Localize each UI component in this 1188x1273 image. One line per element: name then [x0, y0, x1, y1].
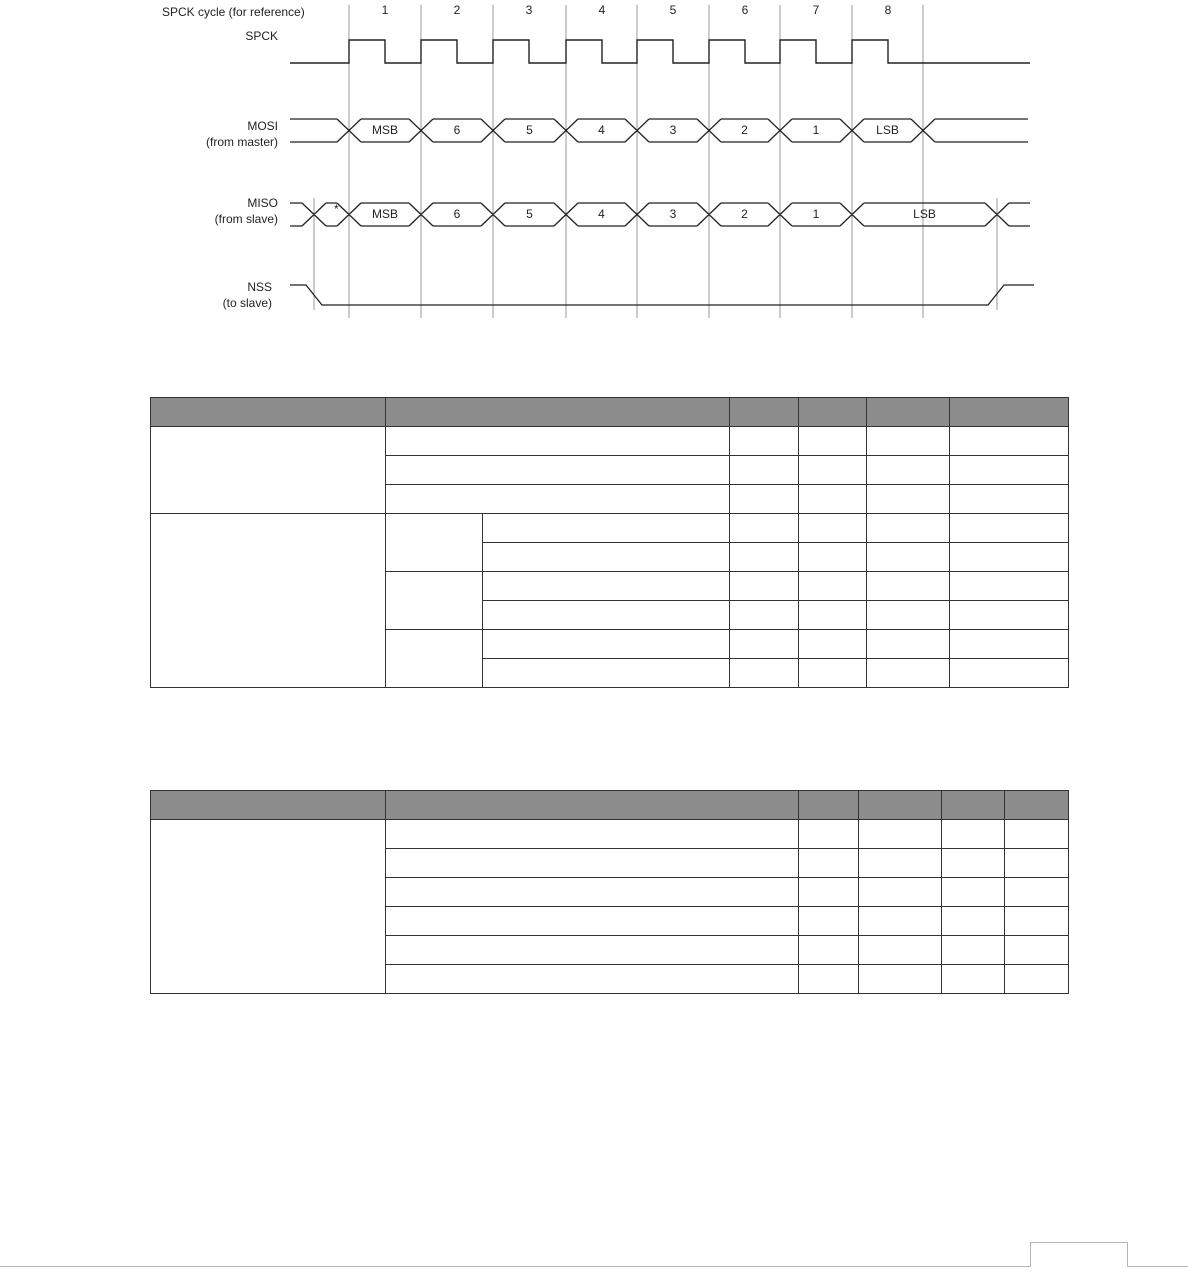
page-number-tab [1030, 1242, 1128, 1267]
value-cell [859, 849, 942, 878]
parameter-cell [483, 514, 730, 543]
value-cell [859, 907, 942, 936]
spck-label: SPCK [245, 29, 278, 43]
value-cell [799, 878, 859, 907]
value-cell [950, 601, 1069, 630]
value-cell [799, 572, 867, 601]
parameter-cell [386, 456, 730, 485]
miso-bit-4: 4 [598, 207, 605, 221]
value-cell [859, 820, 942, 849]
header-cell [859, 791, 942, 820]
value-cell [942, 936, 1005, 965]
value-cell [859, 936, 942, 965]
group-label-cell [151, 820, 386, 994]
mosi-bit-2: 6 [453, 123, 461, 137]
spec-table-2-body [151, 791, 1069, 994]
subgroup-label-cell [386, 630, 483, 688]
value-cell [867, 456, 950, 485]
spck-trace [290, 40, 1030, 63]
header-cell [386, 791, 799, 820]
parameter-cell [386, 907, 799, 936]
miso-label: MISO [247, 196, 278, 210]
value-cell [799, 849, 859, 878]
header-cell [799, 791, 859, 820]
value-cell [730, 543, 799, 572]
parameter-cell [483, 543, 730, 572]
table-row [151, 427, 1069, 456]
mosi-sublabel: (from master) [206, 135, 278, 149]
subgroup-label-cell [386, 572, 483, 630]
value-cell [867, 427, 950, 456]
group-a-label-cell [151, 427, 386, 514]
value-cell [950, 630, 1069, 659]
value-cell [799, 485, 867, 514]
parameter-cell [483, 572, 730, 601]
mosi-label: MOSI [247, 119, 278, 133]
mosi-bit-4: 4 [598, 123, 605, 137]
mosi-bit-7: 1 [812, 123, 820, 137]
value-cell [799, 543, 867, 572]
value-cell [799, 427, 867, 456]
table-row [151, 514, 1069, 543]
value-cell [1005, 936, 1069, 965]
header-cell [151, 791, 386, 820]
value-cell [730, 601, 799, 630]
header-cell [799, 398, 867, 427]
value-cell [867, 601, 950, 630]
miso-bit-5: 3 [669, 207, 677, 221]
mosi-bit-6: 2 [741, 123, 748, 137]
parameter-cell [386, 820, 799, 849]
value-cell [799, 456, 867, 485]
value-cell [867, 659, 950, 688]
miso-sublabel: (from slave) [214, 212, 278, 226]
nss-label: NSS [247, 280, 272, 294]
value-cell [730, 485, 799, 514]
value-cell [942, 965, 1005, 994]
cycle-gridlines [314, 5, 997, 318]
parameter-cell [483, 630, 730, 659]
header-cell [1005, 791, 1069, 820]
table-1-header-row [151, 398, 1069, 427]
group-b-label-cell [151, 514, 386, 688]
miso-bit-1: MSB [371, 207, 399, 221]
value-cell [867, 572, 950, 601]
cycle-number-1: 1 [381, 3, 389, 17]
value-cell [799, 514, 867, 543]
spec-table-1 [150, 397, 1069, 688]
mosi-bit-8: LSB [876, 123, 899, 137]
value-cell [950, 659, 1069, 688]
value-cell [799, 601, 867, 630]
value-cell [730, 427, 799, 456]
cycle-number-5: 5 [669, 3, 677, 17]
cycle-number-6: 6 [741, 3, 749, 17]
parameter-cell [483, 659, 730, 688]
header-cell [867, 398, 950, 427]
value-cell [950, 456, 1069, 485]
nss-trace [290, 285, 1034, 305]
value-cell [859, 878, 942, 907]
value-cell [950, 485, 1069, 514]
parameter-cell [386, 849, 799, 878]
value-cell [1005, 849, 1069, 878]
value-cell [950, 572, 1069, 601]
value-cell [867, 543, 950, 572]
value-cell [950, 543, 1069, 572]
value-cell [799, 630, 867, 659]
spec-table-1-body [151, 398, 1069, 688]
table-row [151, 820, 1069, 849]
value-cell [950, 514, 1069, 543]
mosi-bit-5: 3 [669, 123, 677, 137]
spck-waveform [290, 40, 1030, 63]
parameter-cell [386, 965, 799, 994]
cycle-header-label: SPCK cycle (for reference) [162, 5, 305, 19]
header-cell [950, 398, 1069, 427]
value-cell [942, 907, 1005, 936]
parameter-cell [386, 936, 799, 965]
value-cell [730, 514, 799, 543]
parameter-cell [386, 878, 799, 907]
value-cell [799, 820, 859, 849]
diagram-labels [162, 5, 339, 310]
value-cell [942, 849, 1005, 878]
table-2-header-row [151, 791, 1069, 820]
value-cell [730, 659, 799, 688]
miso-bit-7: 1 [812, 207, 820, 221]
subgroup-label-cell [386, 514, 483, 572]
mosi-bit-labels [372, 123, 899, 137]
mosi-bit-3: 5 [526, 123, 533, 137]
value-cell [942, 878, 1005, 907]
value-cell [730, 456, 799, 485]
cycle-number-2: 2 [453, 3, 461, 17]
parameter-cell [386, 485, 730, 514]
header-cell [730, 398, 799, 427]
mosi-bit-1: MSB [371, 123, 399, 137]
mosi-trace [290, 119, 1028, 142]
miso-bit-8: LSB [913, 207, 936, 221]
value-cell [1005, 820, 1069, 849]
header-cell [942, 791, 1005, 820]
value-cell [730, 572, 799, 601]
value-cell [867, 630, 950, 659]
footer-rule [0, 1266, 1188, 1267]
value-cell [1005, 907, 1069, 936]
cycle-number-7: 7 [812, 3, 820, 17]
miso-marker: * [334, 202, 339, 216]
value-cell [859, 965, 942, 994]
spi-timing-diagram [0, 0, 1188, 330]
header-cell [386, 398, 730, 427]
cycle-number-8: 8 [884, 3, 892, 17]
nss-waveform [290, 285, 1034, 305]
value-cell [799, 936, 859, 965]
parameter-cell [386, 427, 730, 456]
mosi-waveform [290, 119, 1028, 142]
value-cell [867, 485, 950, 514]
miso-bit-3: 5 [526, 207, 533, 221]
spec-table-2 [150, 790, 1069, 994]
parameter-cell [483, 601, 730, 630]
miso-bit-6: 2 [741, 207, 748, 221]
miso-bit-2: 6 [453, 207, 461, 221]
value-cell [1005, 878, 1069, 907]
cycle-number-4: 4 [598, 3, 606, 17]
cycle-number-3: 3 [525, 3, 533, 17]
value-cell [942, 820, 1005, 849]
value-cell [730, 630, 799, 659]
value-cell [799, 965, 859, 994]
value-cell [1005, 965, 1069, 994]
nss-sublabel: (to slave) [222, 296, 272, 310]
value-cell [799, 907, 859, 936]
header-cell [151, 398, 386, 427]
value-cell [867, 514, 950, 543]
value-cell [799, 659, 867, 688]
value-cell [950, 427, 1069, 456]
